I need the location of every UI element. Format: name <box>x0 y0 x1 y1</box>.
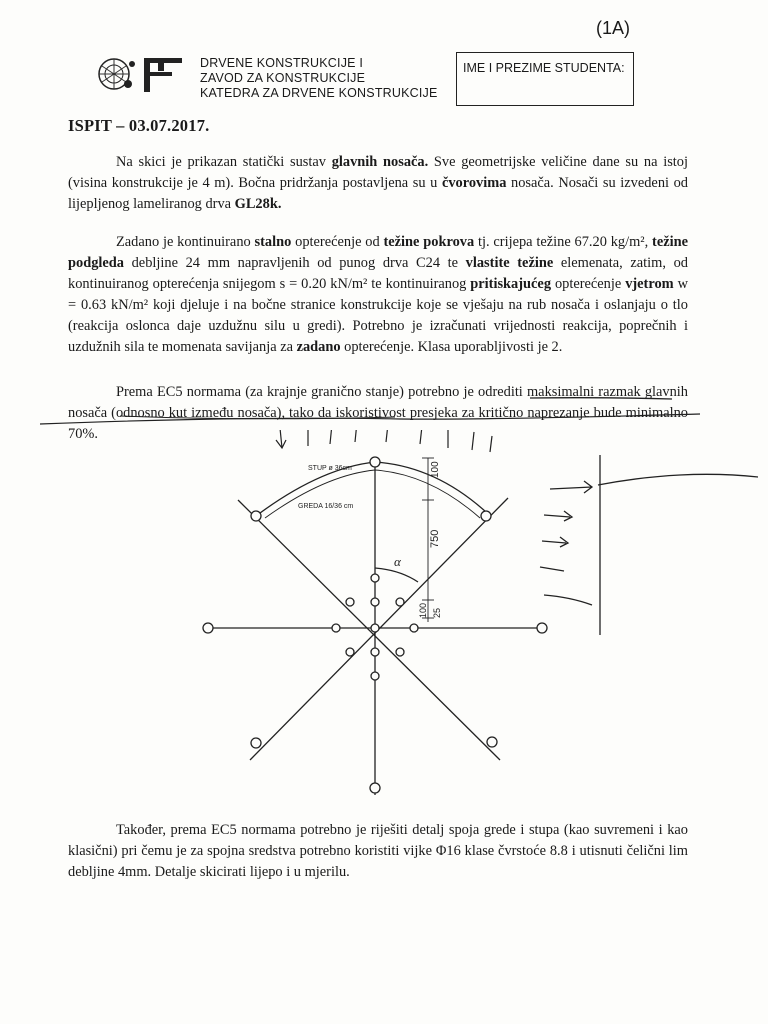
page-mark: (1A) <box>596 18 631 38</box>
dimension-base: 25 <box>432 607 442 618</box>
institution-line: ZAVOD ZA KONSTRUKCIJE <box>200 71 366 85</box>
paragraph-ec5-spacing: Prema EC5 normama (za krajnje granično stanje) potrebno je odrediti maksimalni razmak glavnih nosača (odnosno kut između nosača), tako da iskoristivost presjeka za kritično naprezanje bude minimalno 70%. <box>68 384 688 442</box>
student-name-label: IME I PREZIME STUDENTA: <box>463 61 625 75</box>
paragraph-task-description: Na skici je prikazan statički sustav glavnih nosača. Sve geometrijske veličine dane su na istoj (visina konstrukcije je 4 m). Bočna pridržanja postavljena su u čvorovima nosača. Nosači su izvedeni od lijepljenog lameliranog drva GL28k. <box>68 154 688 212</box>
angle-label: α <box>394 554 401 569</box>
institution-line: KATEDRA ZA DRVENE KONSTRUKCIJE <box>200 86 438 100</box>
paragraph-ec5-joint: Također, prema EC5 normama potrebno je riješiti detalj spoja grede i stupa (kao suvremeni i kao klasični) pri čemu je za spojna sredstva potrebno koristiti vijke Φ16 klase čvrstoće 8.8 i utisnuti čelični lim debljine 4mm. Detalje skicirati lijepo i u mjerilu. <box>68 822 688 880</box>
paragraph-loads: Zadano je kontinuirano stalno opterećenje od težine pokrova tj. crijepa težine 67.20 kg/m², težine podgleda debljine 24 mm napravljenih od punog drva C24 te vlastite težine elemenata, zatim, od kontinuiranog opterećenja snijegom s = 0.20 kN/m² te kontinuiranog pritiskajućeg opterećenje vjetrom w = 0.63 kN/m² koji djeluje i na bočne stranice konstrukcije koje se vješaju na rub nosača i oslanjaju o tlo (reakcija oslonca daje uzdužnu silu u gredi). Potrebno je izračunati vrijednosti reakcija, poprečnih i uzdužnih sila te momenata savijanja za zadano opterećenje. Klasa uporabljivosti je 2. <box>68 234 688 355</box>
dimension-bottom: 100 <box>418 602 428 618</box>
column-label: STUP ø 36cm <box>308 465 352 472</box>
dimension-top: 100 <box>430 461 441 478</box>
institution-line: DRVENE KONSTRUKCIJE I <box>200 56 364 70</box>
structural-diagram <box>190 430 550 820</box>
dimension-height: 750 <box>429 529 441 548</box>
beam-label: GREDA 16/36 cm <box>298 503 354 510</box>
handwritten-sketch <box>530 455 760 635</box>
exam-title: ISPIT – 03.07.2017. <box>68 116 210 135</box>
